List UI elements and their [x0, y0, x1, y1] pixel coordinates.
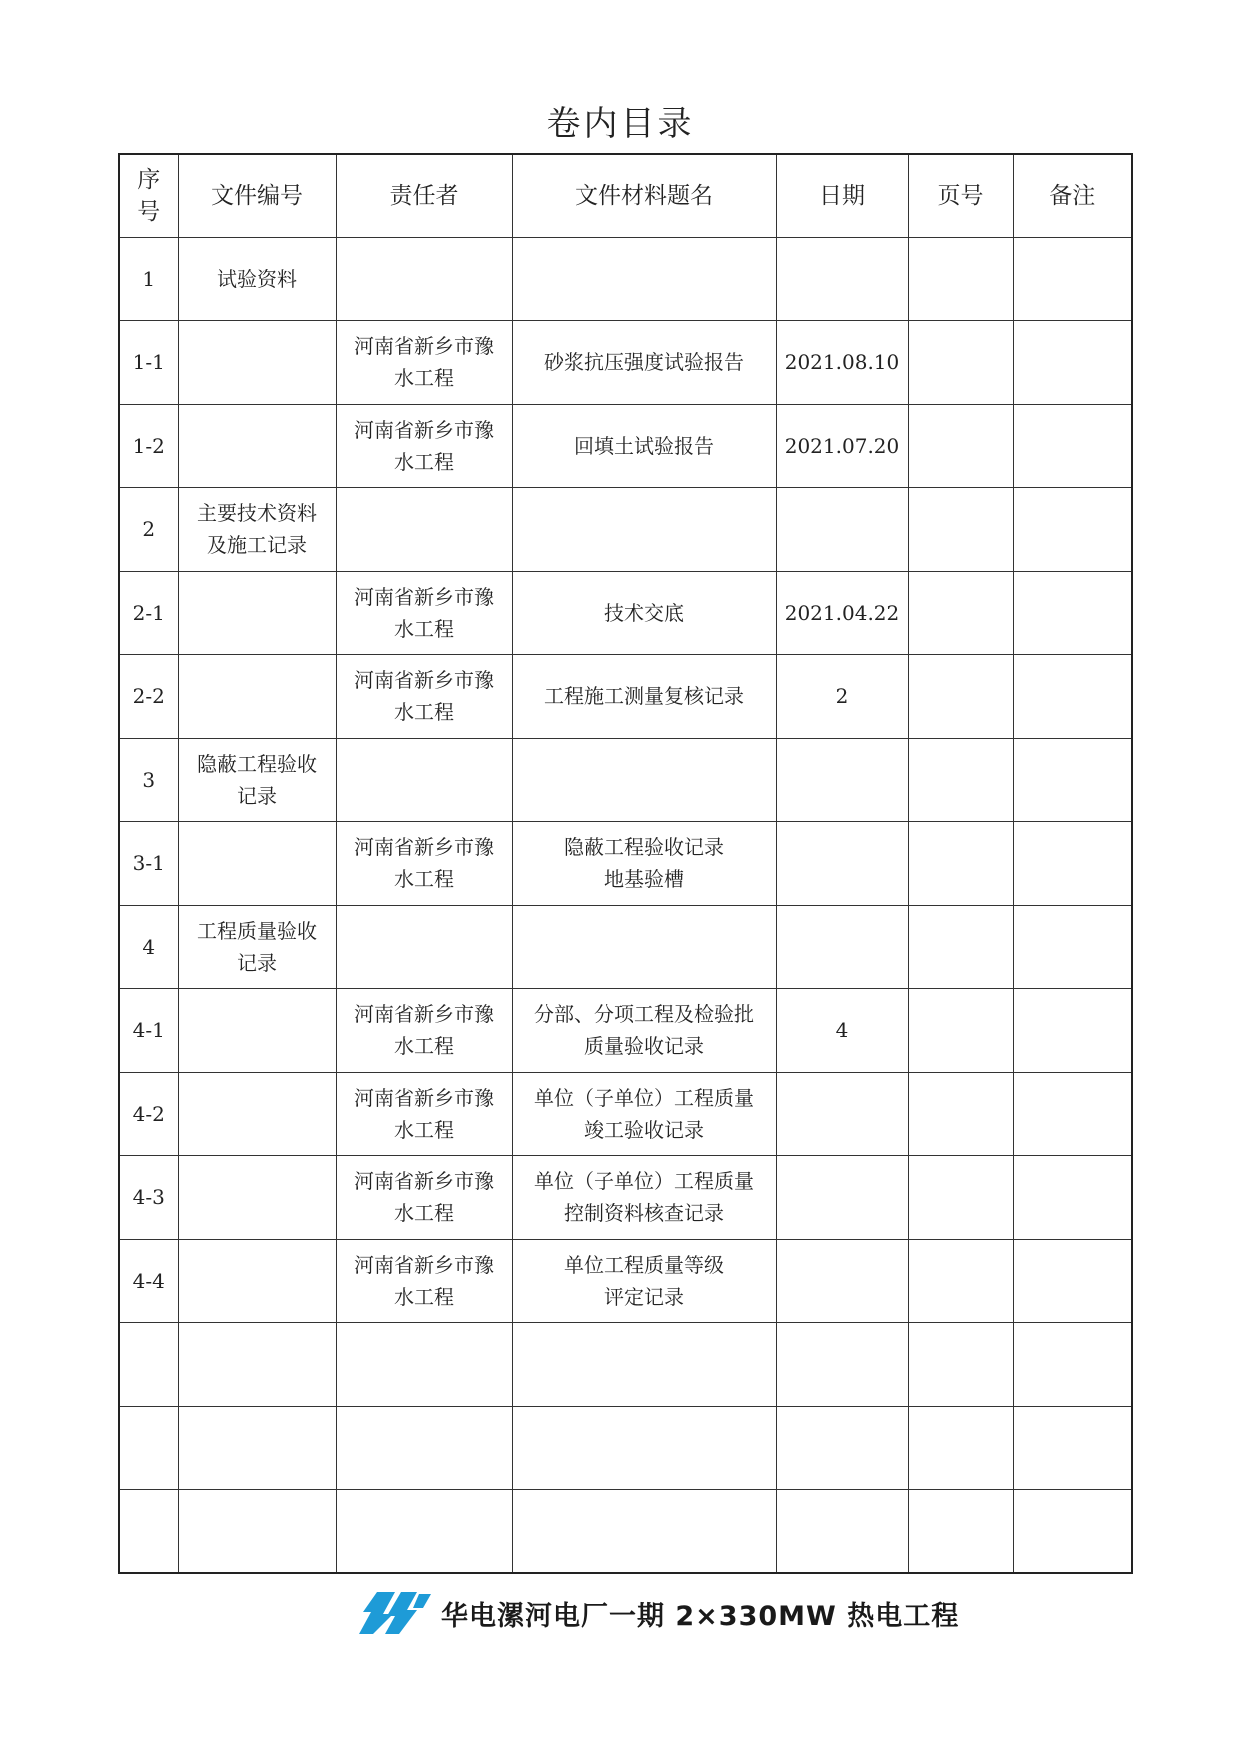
cell-title: [512, 1323, 776, 1407]
table-row: [119, 488, 1132, 572]
cell-date: [776, 1323, 908, 1407]
cell-title: 隐蔽工程验收记录 地基验槽: [512, 822, 776, 906]
header-owner: 责任者: [336, 154, 512, 237]
cell-owner: 河南省新乡市豫 水工程: [336, 822, 512, 906]
cell-file-code: [178, 822, 336, 906]
cell-date: [776, 738, 908, 822]
cell-date: [776, 237, 908, 321]
table-row: [119, 655, 1132, 739]
cell-file-code: [178, 404, 336, 488]
cell-title: [512, 905, 776, 989]
cell-page: [908, 404, 1013, 488]
table-row: [119, 738, 1132, 822]
cell-page: [908, 321, 1013, 405]
cell-file-code: [178, 989, 336, 1073]
header-name: 文件材料题名: [512, 154, 776, 237]
cell-no: 4-4: [119, 1239, 178, 1323]
cell-note: [1013, 1323, 1132, 1407]
table-row: [119, 1156, 1132, 1240]
cell-file-code: 试验资料: [178, 237, 336, 321]
cell-page: [908, 905, 1013, 989]
cell-page: [908, 738, 1013, 822]
header-page: 页号: [908, 154, 1013, 237]
table-row: [119, 404, 1132, 488]
cell-page: [908, 1406, 1013, 1490]
cell-note: [1013, 905, 1132, 989]
cell-owner: [336, 1406, 512, 1490]
cell-title: [512, 488, 776, 572]
cell-note: [1013, 1490, 1132, 1574]
page-title: 卷内目录: [546, 104, 695, 144]
cell-note: [1013, 655, 1132, 739]
cell-note: [1013, 321, 1132, 405]
cell-file-code: [178, 1323, 336, 1407]
cell-page: [908, 1323, 1013, 1407]
cell-title: [512, 1406, 776, 1490]
cell-date: 2021.07.20: [776, 404, 908, 488]
cell-no: [119, 1406, 178, 1490]
cell-no: 1-1: [119, 321, 178, 405]
cell-title: 单位（子单位）工程质量 竣工验收记录: [512, 1072, 776, 1156]
cell-no: 1-2: [119, 404, 178, 488]
cell-title: 分部、分项工程及检验批 质量验收记录: [512, 989, 776, 1073]
cell-page: [908, 488, 1013, 572]
cell-file-code: 隐蔽工程验收 记录: [178, 738, 336, 822]
cell-file-code: [178, 321, 336, 405]
cell-owner: 河南省新乡市豫 水工程: [336, 655, 512, 739]
cell-file-code: 工程质量验收 记录: [178, 905, 336, 989]
cell-note: [1013, 237, 1132, 321]
table-row: [119, 1072, 1132, 1156]
cell-title: 回填土试验报告: [512, 404, 776, 488]
cell-owner: [336, 1490, 512, 1574]
cell-no: 3: [119, 738, 178, 822]
cell-owner: [336, 905, 512, 989]
cell-no: 2: [119, 488, 178, 572]
cell-no: [119, 1490, 178, 1574]
footer: [355, 1590, 959, 1636]
cell-note: [1013, 1072, 1132, 1156]
cell-owner: 河南省新乡市豫 水工程: [336, 571, 512, 655]
table-header-row: [119, 154, 1132, 237]
cell-date: 2: [776, 655, 908, 739]
cell-title: [512, 1490, 776, 1574]
table-row: [119, 1490, 1132, 1574]
table-row: [119, 237, 1132, 321]
cell-page: [908, 1490, 1013, 1574]
cell-date: [776, 1406, 908, 1490]
cell-owner: 河南省新乡市豫 水工程: [336, 1072, 512, 1156]
cell-owner: [336, 488, 512, 572]
huadian-logo-icon: [355, 1590, 433, 1636]
catalog-table: [118, 153, 1133, 1574]
cell-file-code: [178, 571, 336, 655]
table-row: [119, 1323, 1132, 1407]
cell-no: 4-3: [119, 1156, 178, 1240]
cell-title: 单位（子单位）工程质量 控制资料核查记录: [512, 1156, 776, 1240]
cell-page: [908, 655, 1013, 739]
cell-owner: 河南省新乡市豫 水工程: [336, 1239, 512, 1323]
cell-owner: 河南省新乡市豫 水工程: [336, 989, 512, 1073]
cell-no: 1: [119, 237, 178, 321]
cell-date: 4: [776, 989, 908, 1073]
header-date: 日期: [776, 154, 908, 237]
cell-page: [908, 237, 1013, 321]
cell-date: [776, 488, 908, 572]
cell-note: [1013, 1406, 1132, 1490]
cell-no: 4-2: [119, 1072, 178, 1156]
cell-title: 工程施工测量复核记录: [512, 655, 776, 739]
cell-title: [512, 237, 776, 321]
cell-date: 2021.04.22: [776, 571, 908, 655]
cell-no: 3-1: [119, 822, 178, 906]
cell-no: 4: [119, 905, 178, 989]
cell-note: [1013, 571, 1132, 655]
cell-title: 单位工程质量等级 评定记录: [512, 1239, 776, 1323]
table-row: [119, 571, 1132, 655]
cell-note: [1013, 822, 1132, 906]
cell-note: [1013, 404, 1132, 488]
cell-note: [1013, 989, 1132, 1073]
cell-page: [908, 571, 1013, 655]
cell-title: [512, 738, 776, 822]
table-body: [119, 237, 1132, 1573]
cell-owner: 河南省新乡市豫 水工程: [336, 1156, 512, 1240]
cell-note: [1013, 738, 1132, 822]
header-no: 序 号: [119, 154, 178, 237]
header-code: 文件编号: [178, 154, 336, 237]
cell-page: [908, 1156, 1013, 1240]
cell-page: [908, 822, 1013, 906]
table-row: [119, 1239, 1132, 1323]
cell-page: [908, 989, 1013, 1073]
cell-owner: [336, 237, 512, 321]
cell-owner: 河南省新乡市豫 水工程: [336, 404, 512, 488]
cell-title: 技术交底: [512, 571, 776, 655]
cell-date: [776, 1239, 908, 1323]
cell-owner: 河南省新乡市豫 水工程: [336, 321, 512, 405]
table-row: [119, 1406, 1132, 1490]
cell-date: [776, 1490, 908, 1574]
footer-project-name: 华电漯河电厂一期 2×330MW 热电工程: [441, 1600, 960, 1632]
cell-date: [776, 1072, 908, 1156]
cell-note: [1013, 1156, 1132, 1240]
cell-date: [776, 1156, 908, 1240]
cell-page: [908, 1239, 1013, 1323]
cell-file-code: [178, 1156, 336, 1240]
cell-note: [1013, 488, 1132, 572]
cell-no: 2-1: [119, 571, 178, 655]
cell-file-code: [178, 1072, 336, 1156]
table-row: [119, 989, 1132, 1073]
cell-no: [119, 1323, 178, 1407]
cell-no: 2-2: [119, 655, 178, 739]
cell-file-code: [178, 655, 336, 739]
cell-file-code: [178, 1239, 336, 1323]
cell-file-code: [178, 1490, 336, 1574]
cell-file-code: 主要技术资料 及施工记录: [178, 488, 336, 572]
cell-no: 4-1: [119, 989, 178, 1073]
table-row: [119, 321, 1132, 405]
cell-owner: [336, 1323, 512, 1407]
cell-owner: [336, 738, 512, 822]
cell-file-code: [178, 1406, 336, 1490]
cell-date: [776, 822, 908, 906]
cell-page: [908, 1072, 1013, 1156]
cell-date: 2021.08.10: [776, 321, 908, 405]
cell-title: 砂浆抗压强度试验报告: [512, 321, 776, 405]
table-row: [119, 822, 1132, 906]
cell-note: [1013, 1239, 1132, 1323]
table-row: [119, 905, 1132, 989]
header-note: 备注: [1013, 154, 1132, 237]
cell-date: [776, 905, 908, 989]
